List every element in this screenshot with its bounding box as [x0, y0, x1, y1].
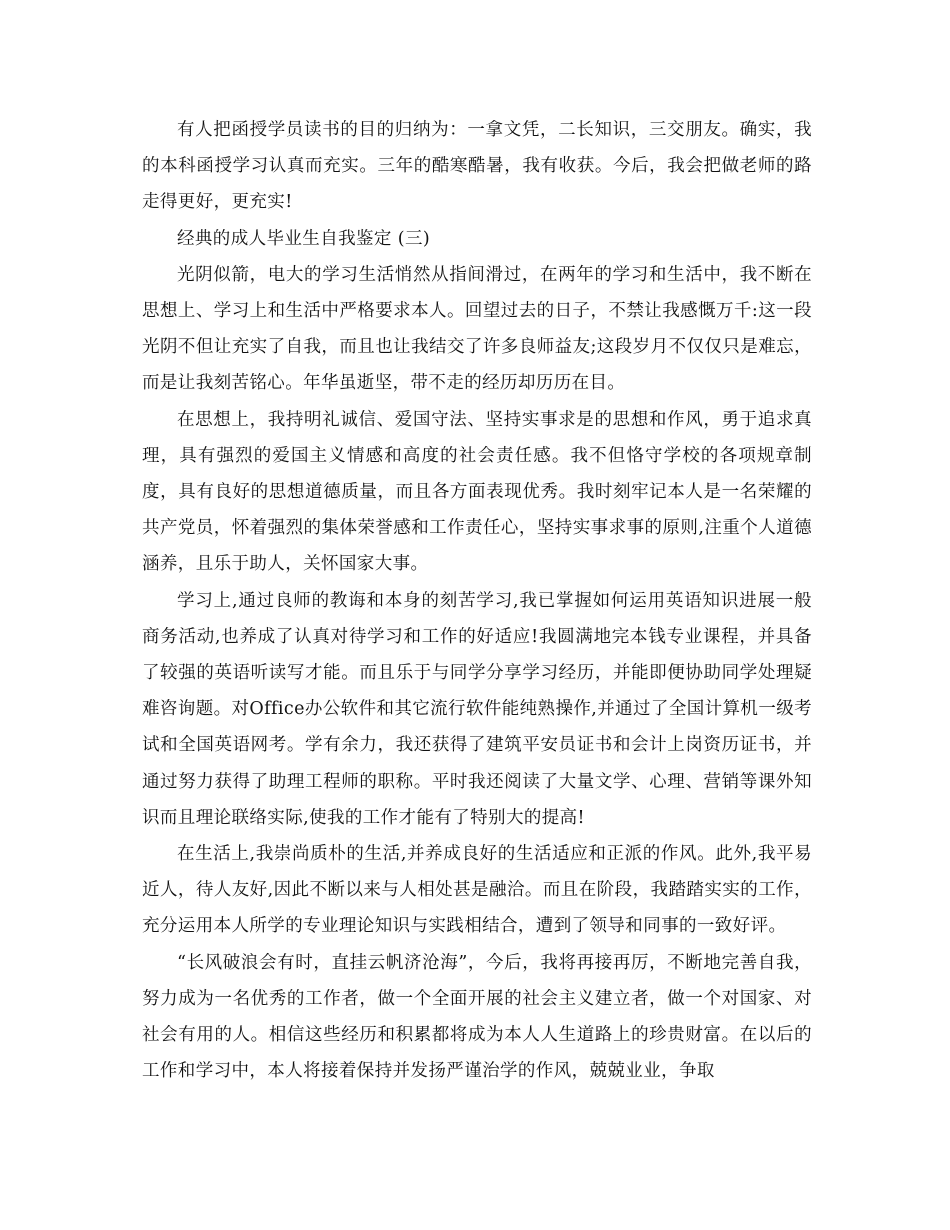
section-heading: 经典的成人毕业生自我鉴定 (三) [177, 228, 431, 249]
paragraph-life: 在生活上,我崇尚质朴的生活,并养成良好的生活适应和正派的作风。此外,我平易近人，待人友好,因此不断以来与人相处甚是融洽。而且在阶段，我踏踏实实的工作，充分运用本人所学的专业理论知识与实践相结合，遭到了领导和同事的一致好评。 [142, 844, 812, 937]
paragraph-study: 学习上,通过良师的教诲和本身的刻苦学习,我已掌握如何运用英语知识进展一般商务活动,也养成了认真对待学习和工作的好适应!我圆满地完本钱专业课程，并具备了较强的英语听读写才能。而且乐于与同学分享学习经历，并能即便协助同学处理疑难咨询题。对Office办公软件和其它流行软件能纯熟操作,并通过了全国计算机一级考试和全国英语网考。学有余力，我还获得了建筑平安员证书和会计上岗资历证书，并通过努力获得了助理工程师的职称。平时我还阅读了大量文学、心理、营销等课外知识而且理论联络实际,使我的工作才能有了特别大的提高! [142, 590, 813, 828]
paragraph-future: “长风破浪会有时，直挂云帆济沧海”，今后，我将再接再厉，不断地完善自我，努力成为一名优秀的工作者，做一个全面开展的社会主义建立者，做一个对国家、对社会有用的人。相信这些经历和积累都将成为本人人生道路上的珍贵财富。在以后的工作和学习中，本人将接着保持并发扬严谨治学的作风，兢兢业业，争取 [142, 952, 812, 1082]
document-body [142, 112, 812, 1089]
paragraph-time-flies: 光阴似箭，电大的学习生活悄然从指间滑过，在两年的学习和生活中，我不断在思想上、学习上和生活中严格要求本人。回望过去的日子，不禁让我感慨万千:这一段光阴不但让充实了自我，而且也让我结交了许多良师益友;这段岁月不仅仅只是难忘，而是让我刻苦铭心。年华虽逝坚，带不走的经历却历历在目。 [142, 264, 812, 394]
paragraph-thought: 在思想上，我持明礼诚信、爱国守法、坚持实事求是的思想和作风，勇于追求真理，具有强烈的爱国主义情感和高度的社会责任感。我不但恪守学校的各项规章制度，具有良好的思想道德质量，而且各方面表现优秀。我时刻牢记本人是一名荣耀的共产党员，怀着强烈的集体荣誉感和工作责任心，坚持实事求事的原则,注重个人道德涵养，且乐于助人，关怀国家大事。 [142, 409, 812, 575]
paragraph-intro-summary: 有人把函授学员读书的目的归纳为：一拿文凭，二长知识，三交朋友。确实，我的本科函授学习认真而充实。三年的酷寒酷暑，我有收获。今后，我会把做老师的路走得更好，更充实! [142, 120, 812, 213]
